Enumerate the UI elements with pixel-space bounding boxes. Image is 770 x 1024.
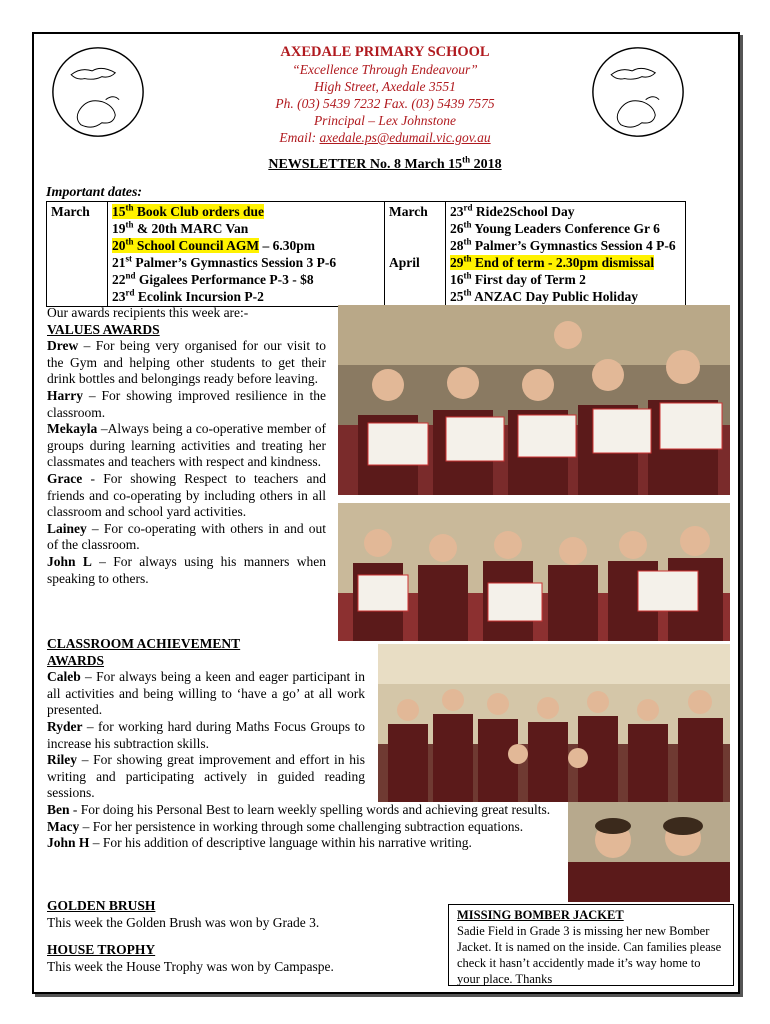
date-entry: 22nd Gigalees Performance P-3 - $8 <box>112 270 314 287</box>
award-reason: – for working hard during Maths Focus Groups to increase his subtraction skills. <box>47 718 365 751</box>
values-awards-heading: VALUES AWARDS <box>47 321 160 337</box>
dates-left-cell <box>108 202 385 307</box>
award-reason: – For always being a keen and eager participant in all activities and being willing to ‘have a go’ at all work presented. <box>47 669 365 718</box>
award-recipient-name: Drew <box>47 338 79 354</box>
values-awards-photo-2 <box>338 503 730 641</box>
award-recipient-name: John L <box>47 553 92 569</box>
month-label: March <box>51 204 90 219</box>
award-reason: – For her persistence in working through some challenging subtraction equations. <box>79 818 524 834</box>
golden-brush-text: This week the Golden Brush was won by Grade 3. <box>47 914 320 930</box>
important-dates-heading: Important dates: <box>46 185 143 200</box>
award-reason: – For his addition of descriptive language within his narrative writing. <box>89 835 472 851</box>
school-header <box>150 44 620 146</box>
school-phone: Ph. (03) 5439 7232 Fax. (03) 5439 7575 <box>275 96 495 111</box>
award-recipient-name: Lainey <box>47 520 87 536</box>
awards-intro: Our awards recipients this week are:- <box>47 305 249 320</box>
award-recipient-name: Riley <box>47 752 77 768</box>
award-entry <box>47 752 365 802</box>
newsletter-title-text: NEWSLETTER No. 8 March 15 <box>268 157 463 172</box>
award-reason: – For showing improved resilience in the classroom. <box>47 387 326 420</box>
missing-jacket-heading: MISSING BOMBER JACKET <box>457 908 624 922</box>
date-entry: 15th Book Club orders due <box>112 202 265 219</box>
date-entry: 23rd Ecolink Incursion P-2 <box>112 287 264 304</box>
award-recipient-name: Ryder <box>47 718 83 734</box>
award-recipient-name: John H <box>47 835 90 851</box>
date-entry: 20th School Council AGM – 6.30pm <box>112 236 316 253</box>
important-dates-table <box>46 201 686 307</box>
month-label: April <box>389 255 420 270</box>
classroom-awards-section <box>47 636 365 802</box>
house-trophy-heading: HOUSE TROPHY <box>47 942 156 957</box>
award-entry <box>47 554 326 587</box>
month-cell-left <box>47 202 108 307</box>
award-entry <box>47 669 365 719</box>
award-recipient-name: Caleb <box>47 669 81 685</box>
award-recipient-name: Grace <box>47 470 83 486</box>
award-entry <box>47 802 557 819</box>
date-entry: 16th First day of Term 2 <box>450 270 586 287</box>
school-principal: Principal – Lex Johnstone <box>313 113 457 128</box>
award-entry <box>47 819 557 836</box>
date-entry: 29th End of term - 2.30pm dismissal <box>450 253 655 270</box>
email-label: Email: <box>279 130 320 145</box>
award-entry <box>47 719 365 752</box>
school-motto: “Excellence Through Endeavour” <box>292 62 478 77</box>
award-entry <box>47 388 326 421</box>
classroom-awards-section-cont <box>47 802 557 852</box>
date-entry: 26th Young Leaders Conference Gr 6 <box>450 219 660 236</box>
newsletter-title-sup: th <box>462 154 471 165</box>
date-entry: 23rd Ride2School Day <box>450 202 575 219</box>
school-address: High Street, Axedale 3551 <box>314 79 456 94</box>
school-email-line <box>150 129 620 146</box>
house-trophy-section <box>47 942 427 975</box>
date-entry: 25th ANZAC Day Public Holiday <box>450 287 639 304</box>
award-reason: – For always using his manners when speaking to others. <box>47 553 326 586</box>
values-awards-photo-1 <box>338 305 730 495</box>
date-entry: 19th & 20th MARC Van <box>112 219 249 236</box>
award-reason: - For doing his Personal Best to learn weekly spelling words and achieving great results. <box>69 802 551 817</box>
award-entry <box>47 421 326 471</box>
dates-right-cell <box>446 202 686 307</box>
missing-jacket-text: Sadie Field in Grade 3 is missing her new Bomber Jacket. It is named on the inside. Can families please check it hasn’t accidently made it’s way home to your place. Thanks <box>457 924 722 986</box>
award-entry <box>47 471 326 521</box>
award-reason: – For showing great improvement and effort in his writing and participating actively in guided reading sessions. <box>47 752 365 801</box>
award-reason: – For being very organised for our visit to the Gym and helping other students to get their drink bottles and belongings ready before leaving. <box>47 338 326 387</box>
award-reason: - For showing Respect to teachers and friends and co-operating by including others in all classroom and school yard activities. <box>47 470 326 520</box>
month-label: March <box>389 204 428 219</box>
award-recipient-name: Harry <box>47 387 83 403</box>
award-recipient-name: Mekayla <box>47 421 98 437</box>
award-recipient-name: Macy <box>47 818 80 834</box>
classroom-awards-heading: CLASSROOM ACHIEVEMENT AWARDS <box>47 636 241 668</box>
classroom-awards-photo-2 <box>568 802 730 902</box>
newsletter-title-year: 2018 <box>470 157 502 172</box>
award-entry <box>47 835 557 852</box>
email-link[interactable]: axedale.ps@edumail.vic.gov.au <box>319 130 491 145</box>
award-reason: – For co-operating with others in and out of the classroom. <box>47 520 326 553</box>
date-entry: 21st Palmer’s Gymnastics Session 3 P-6 <box>112 253 337 270</box>
newsletter-title <box>150 154 620 173</box>
month-cell-right <box>385 202 446 307</box>
award-recipient-name: Ben <box>47 802 70 817</box>
platypus-logo-left <box>50 44 146 140</box>
date-entry: 28th Palmer’s Gymnastics Session 4 P-6 <box>450 236 676 253</box>
missing-jacket-notice <box>448 904 734 986</box>
award-reason: –Always being a co-operative member of groups during learning activities and treating her classmates and teachers with respect and kindness. <box>47 421 326 470</box>
house-trophy-text: This week the House Trophy was won by Campaspe. <box>47 958 334 974</box>
award-entry <box>47 521 326 554</box>
values-awards-section <box>47 305 326 587</box>
school-name: AXEDALE PRIMARY SCHOOL <box>280 44 490 60</box>
golden-brush-section <box>47 898 427 931</box>
classroom-awards-photo <box>378 644 730 802</box>
award-entry <box>47 338 326 388</box>
golden-brush-heading: GOLDEN BRUSH <box>47 898 156 913</box>
